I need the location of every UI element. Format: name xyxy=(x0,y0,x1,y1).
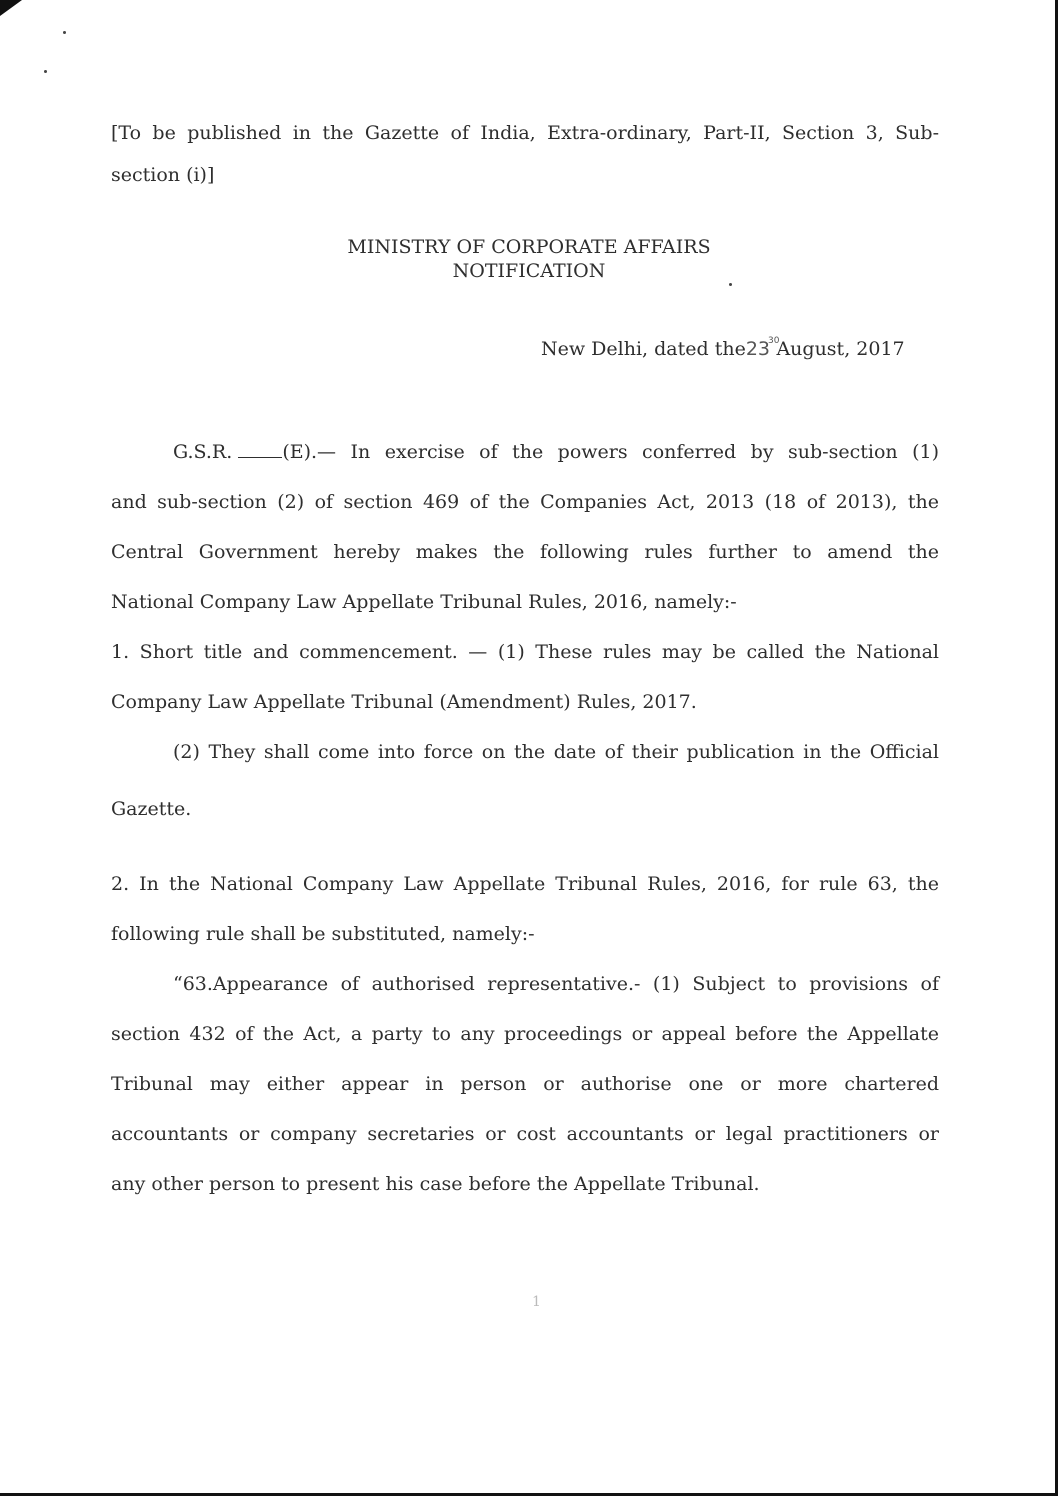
notification-title: NOTIFICATION xyxy=(452,260,606,282)
rule1-line-2: Company Law Appellate Tribunal (Amendment) Rules, 2017. xyxy=(111,691,697,713)
date-prefix: New Delhi, dated the xyxy=(541,338,746,360)
rule2-line-7: any other person to present his case before the Appellate Tribunal. xyxy=(111,1173,760,1195)
handwritten-day: 23 xyxy=(745,338,770,360)
preamble-line-1 xyxy=(173,440,939,464)
ministry-title: MINISTRY OF CORPORATE AFFAIRS xyxy=(347,236,711,258)
page-number: 1 xyxy=(532,1294,541,1310)
preamble-line-2: and sub-section (2) of section 469 of the Companies Act, 2013 (18 of 2013), the xyxy=(111,491,939,513)
rule2-line-3: “63.Appearance of authorised representative.- (1) Subject to provisions of xyxy=(173,973,939,995)
scan-speck xyxy=(729,283,732,286)
date-line xyxy=(541,337,905,365)
date-suffix: August, 2017 xyxy=(776,338,905,360)
gsr-number-blank xyxy=(238,441,282,458)
gazette-note-line-2: section (i)] xyxy=(111,164,215,186)
rule1-line-3: (2) They shall come into force on the date of their publication in the Official xyxy=(173,741,939,763)
preamble-line-3: Central Government hereby makes the following rules further to amend the xyxy=(111,541,939,563)
preamble-line-4: National Company Law Appellate Tribunal Rules, 2016, namely:- xyxy=(111,591,737,613)
scan-corner-mark xyxy=(0,0,22,16)
rule2-line-2: following rule shall be substituted, namely:- xyxy=(111,923,535,945)
rule2-line-6: accountants or company secretaries or cost accountants or legal practitioners or xyxy=(111,1123,939,1145)
gazette-note-line-1: [To be published in the Gazette of India, Extra-ordinary, Part-II, Section 3, Sub- xyxy=(111,122,939,144)
rule2-line-4: section 432 of the Act, a party to any proceedings or appeal before the Appellate xyxy=(111,1023,939,1045)
scan-speck xyxy=(44,70,47,73)
gsr-label: G.S.R. xyxy=(173,441,233,463)
scan-speck xyxy=(63,31,66,34)
rule1-line-1: 1. Short title and commencement. — (1) These rules may be called the National xyxy=(111,641,939,663)
rule2-line-1: 2. In the National Company Law Appellate Tribunal Rules, 2016, for rule 63, the xyxy=(111,873,939,895)
rule2-line-5: Tribunal may either appear in person or authorise one or more chartered xyxy=(111,1073,939,1095)
gsr-text: (E).— In exercise of the powers conferred by sub-section (1) xyxy=(282,441,939,463)
handwritten-correction: 30 xyxy=(768,336,780,346)
rule1-line-4: Gazette. xyxy=(111,798,192,820)
